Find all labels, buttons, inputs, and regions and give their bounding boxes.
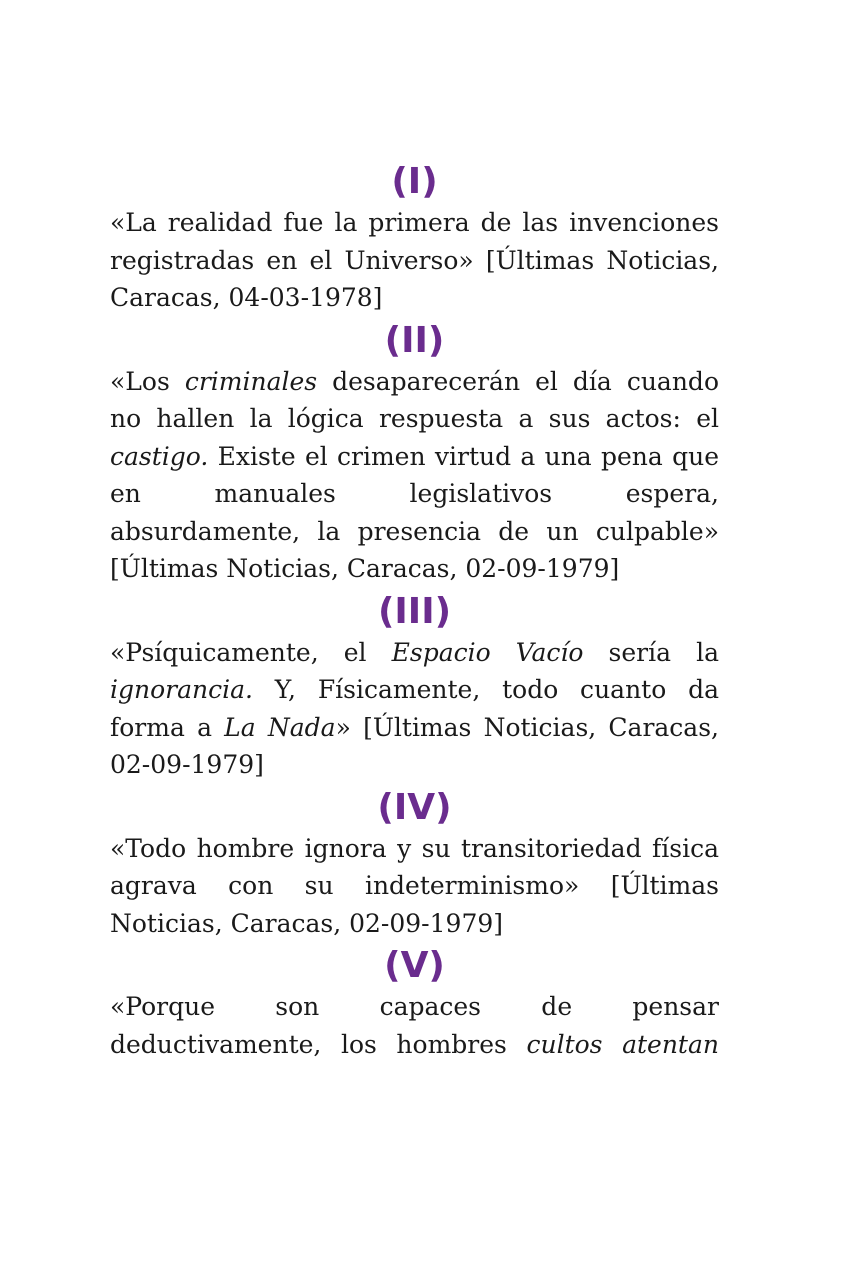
section-heading: (III) (377, 590, 452, 632)
quote-paragraph (110, 830, 719, 943)
section-3 (110, 590, 719, 784)
quote-emphasis: castigo. (110, 441, 209, 471)
quote-emphasis: cultos atentan (526, 1029, 719, 1059)
section-4 (110, 786, 719, 943)
source-citation: [Últimas Noticias, Caracas, 02-09-1979] (110, 554, 620, 583)
quote-emphasis: La Nada (224, 712, 336, 742)
source-citation: » [Últimas Noticias, Caracas, 02-09-1979] (110, 712, 719, 779)
source-citation: [Últimas Noticias, Caracas, 04-03-1978] (110, 245, 719, 312)
quote-paragraph (110, 363, 719, 588)
quote-text: «Porque son capaces de pensar deductivamente, los hombres (110, 992, 719, 1059)
quote-text: desaparecerán el día cuando no hallen la lógica respuesta a sus actos: el (110, 366, 719, 433)
quote-paragraph (110, 634, 719, 784)
quote-paragraph (110, 988, 719, 1063)
quote-text: «Todo hombre ignora y su transitoriedad física agrava con su indeterminismo» (110, 833, 719, 900)
quote-paragraph (110, 204, 719, 317)
source-citation: [Últimas Noticias, Caracas, 02-09-1979] (110, 871, 719, 938)
quote-emphasis: Espacio Vacío (391, 637, 584, 667)
quote-emphasis: ignorancia. (110, 675, 253, 704)
section-heading: (II) (384, 319, 445, 361)
quote-text: «La realidad fue la primera de las invenciones registradas en el Universo» (110, 208, 719, 275)
section-heading: (IV) (377, 786, 452, 828)
quote-emphasis: criminales (184, 366, 318, 396)
quote-text: «Los (110, 366, 185, 396)
quote-text: «Psíquicamente, el (110, 637, 392, 667)
quote-text: Existe el crimen virtud a una pena que en manuales legislativos espera, absurdamente, la presencia de un culpable» (110, 441, 719, 546)
section-5 (110, 944, 719, 1063)
section-heading: (V) (384, 945, 445, 986)
section-1 (110, 160, 719, 317)
quote-text: Y, Físicamente, todo cuanto da forma a (110, 675, 719, 742)
section-heading: (I) (391, 161, 438, 202)
section-2 (110, 319, 719, 588)
quote-text: sería la (583, 637, 719, 667)
document-page (110, 160, 719, 1063)
